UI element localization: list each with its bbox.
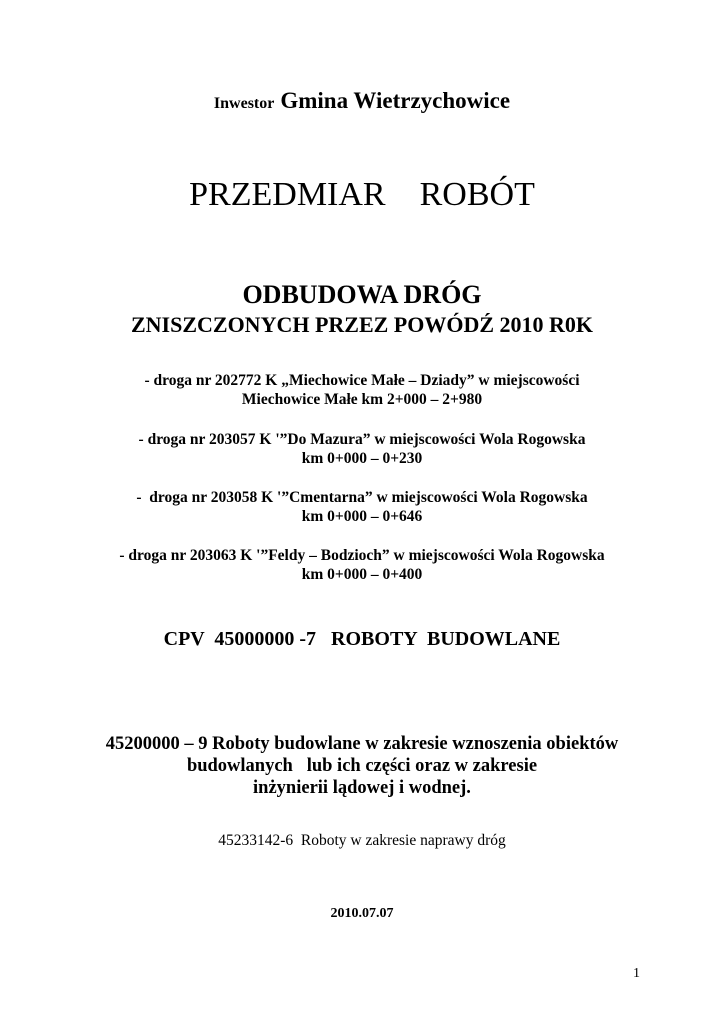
road-4-line1: - droga nr 203063 K '”Feldy – Bodzioch” w miejscowości Wola Rogowska: [119, 547, 605, 564]
scope-line4: 45233142-6 Roboty w zakresie naprawy dróg: [218, 832, 506, 849]
document-title: PRZEDMIAR ROBÓT: [189, 176, 535, 213]
subtitle-line1: ODBUDOWA DRÓG: [242, 280, 482, 309]
scope-line2: budowlanych lub ich części oraz w zakresie: [186, 756, 538, 776]
road-1-line1: - droga nr 202772 K „Miechowice Małe – Dziady” w miejscowości: [144, 372, 580, 389]
road-1-line2: Miechowice Małe km 2+000 – 2+980: [241, 391, 483, 408]
scope-line1: 45200000 – 9 Roboty budowlane w zakresie wznoszenia obiektów: [105, 734, 619, 754]
subtitle-line2: ZNISZCZONYCH PRZEZ POWÓDŹ 2010 R0K: [130, 312, 594, 337]
road-2-line2: km 0+000 – 0+230: [301, 450, 423, 467]
cpv-code: CPV 45000000 -7 ROBOTY BUDOWLANE: [163, 628, 561, 650]
scope-line3: inżynierii lądowej i wodnej.: [253, 778, 471, 798]
road-4-line2: km 0+000 – 0+400: [301, 566, 423, 583]
road-3-line1: - droga nr 203058 K '”Cmentarna” w miejscowości Wola Rogowska: [136, 489, 588, 506]
investor-line: [0, 88, 724, 114]
document-date: 2010.07.07: [330, 906, 394, 921]
page-number: 1: [633, 966, 640, 981]
road-2-line1: - droga nr 203057 K '”Do Mazura” w miejscowości Wola Rogowska: [138, 431, 586, 448]
investor-label: Inwestor: [213, 95, 275, 112]
investor-name: Gmina Wietrzychowice: [280, 88, 511, 113]
road-3-line2: km 0+000 – 0+646: [301, 508, 423, 525]
